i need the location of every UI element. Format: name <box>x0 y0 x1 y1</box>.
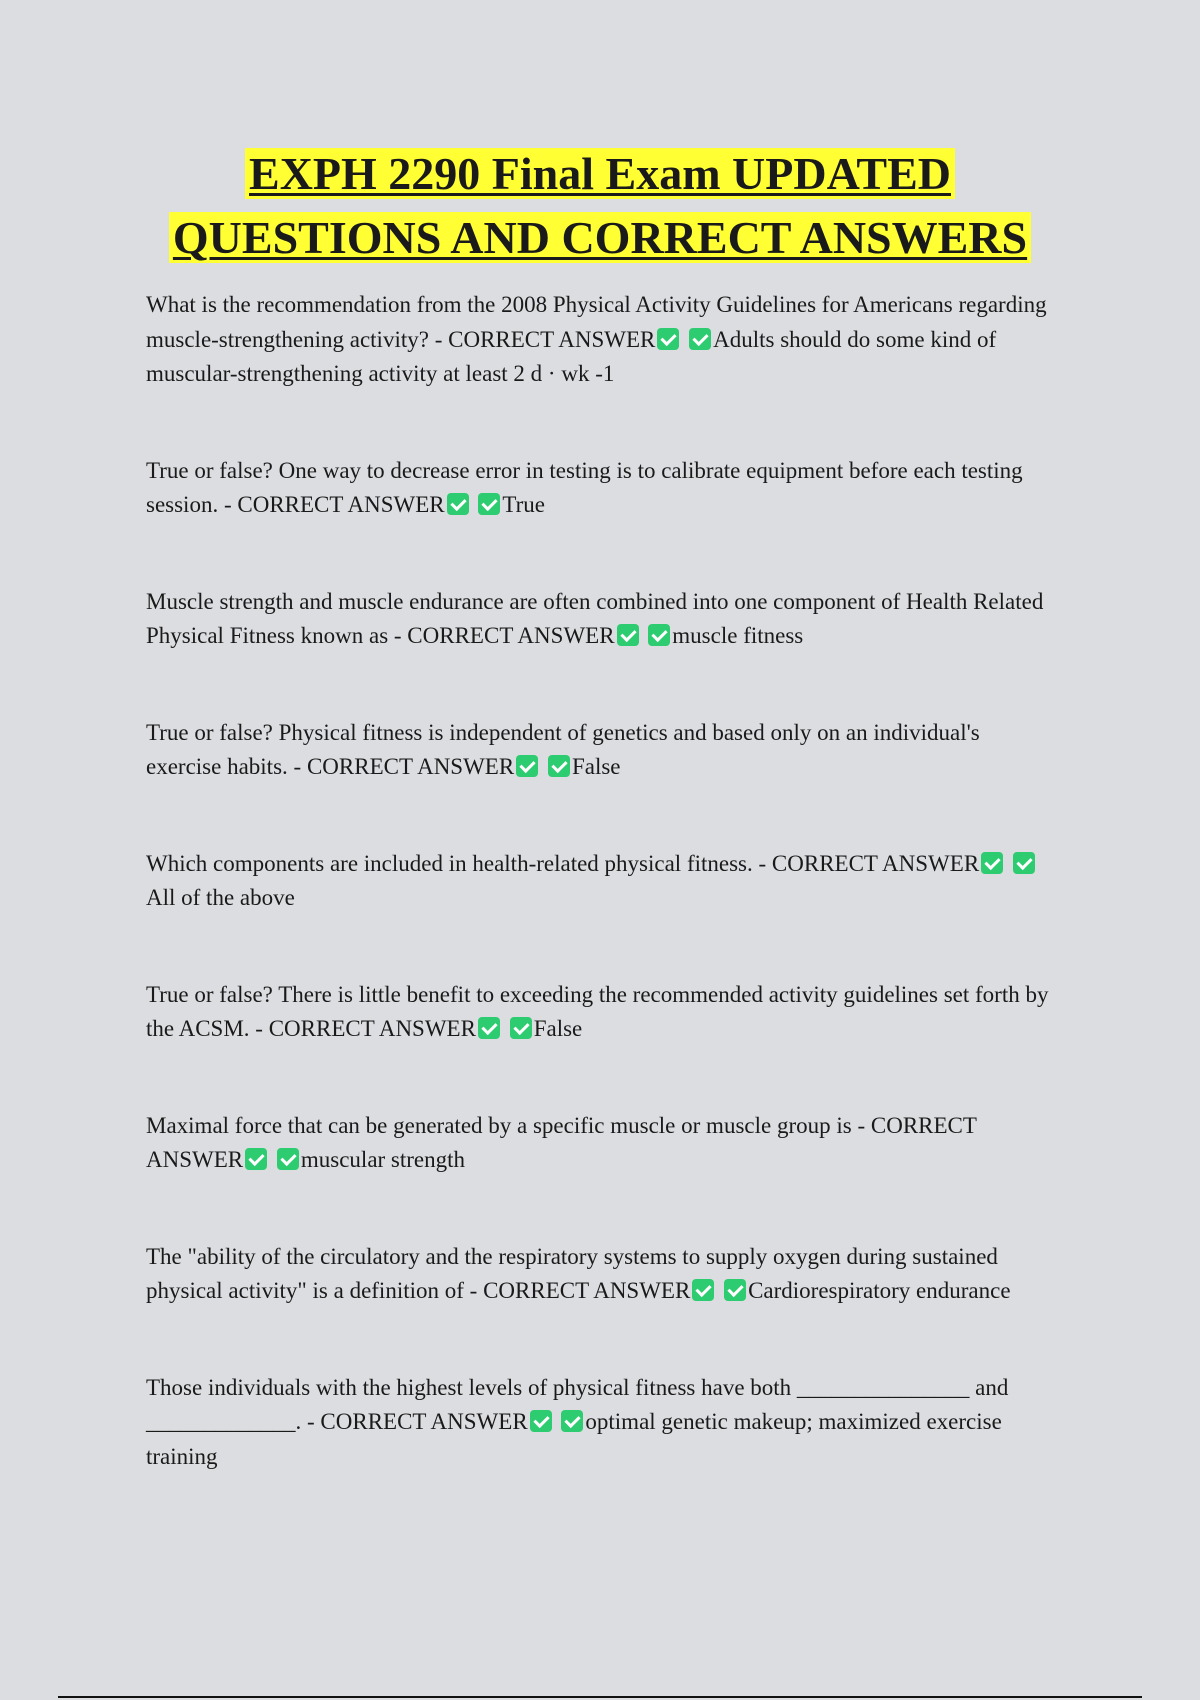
title-line-1: EXPH 2290 Final Exam UPDATED <box>245 148 955 199</box>
answer-text: Cardiorespiratory endurance <box>748 1278 1011 1303</box>
green-checkmark-icon <box>478 493 500 515</box>
green-checkmark-icon <box>478 1017 500 1039</box>
document-title <box>140 142 1060 270</box>
green-checkmark-icon <box>692 1279 714 1301</box>
answer-text: muscle fitness <box>672 623 804 648</box>
green-checkmark-icon <box>617 624 639 646</box>
answer-marker: - CORRECT ANSWER <box>307 1409 528 1434</box>
green-checkmark-icon <box>245 1148 267 1170</box>
green-checkmark-icon <box>530 1410 552 1432</box>
answer-marker: - CORRECT ANSWER <box>434 326 656 352</box>
qa-item <box>146 847 1056 916</box>
green-checkmark-icon <box>510 1017 532 1039</box>
qa-item <box>146 1109 1056 1178</box>
answer-marker: - CORRECT ANSWER <box>293 754 515 779</box>
green-checkmark-icon <box>648 624 670 646</box>
answer-marker: - CORRECT ANSWER <box>469 1278 691 1303</box>
question-text: Maximal force that can be generated by a specific muscle or muscle group is <box>146 1112 852 1138</box>
qa-item <box>146 716 1056 785</box>
answer-marker: - CORRECT ANSWER <box>255 1016 476 1041</box>
qa-item <box>146 454 1056 523</box>
bottom-divider <box>58 1696 1142 1698</box>
question-text: The "ability of the circulatory and the respiratory systems to supply oxygen during sustained physical activity" is a definition of <box>146 1243 998 1303</box>
green-checkmark-icon <box>277 1148 299 1170</box>
question-text: True or false? One way to decrease error in testing is to calibrate equipment before each testing session. <box>146 457 1023 517</box>
green-checkmark-icon <box>447 493 469 515</box>
title-line-2: QUESTIONS AND CORRECT ANSWERS <box>169 212 1031 263</box>
question-text: True or false? There is little benefit to exceeding the recommended activity guidelines set forth by the ACSM. <box>146 981 1049 1041</box>
answer-marker: - CORRECT ANSWER <box>223 492 445 517</box>
answer-marker: - CORRECT ANSWER <box>146 1112 977 1172</box>
question-text: True or false? Physical fitness is independent of genetics and based only on an individual's exercise habits. <box>146 719 980 779</box>
answer-text: False <box>571 754 621 779</box>
answer-text: All of the above <box>146 885 295 910</box>
answer-text: optimal genetic makeup; maximized exercise training <box>146 1409 1002 1469</box>
question-text: Which components are included in health-related physical fitness. <box>146 850 753 876</box>
answer-marker: - CORRECT ANSWER <box>393 623 615 648</box>
green-checkmark-icon <box>981 852 1003 874</box>
qa-item <box>146 1240 1056 1309</box>
qa-item <box>146 1371 1056 1475</box>
question-text: Muscle strength and muscle endurance are often combined into one component of Health Related Physical Fitness known as <box>146 588 1044 648</box>
green-checkmark-icon <box>561 1410 583 1432</box>
green-checkmark-icon <box>1013 852 1035 874</box>
qa-item <box>146 978 1056 1047</box>
qa-item <box>146 585 1056 654</box>
answer-text: False <box>533 1016 583 1041</box>
answer-text: Adults should do some kind of muscular-strengthening activity at least 2 d · wk -1 <box>146 326 997 386</box>
qa-item <box>146 288 1056 392</box>
question-text: Those individuals with the highest levels of physical fitness have both _______________ and _____________. <box>146 1374 1009 1434</box>
green-checkmark-icon <box>724 1279 746 1301</box>
green-checkmark-icon <box>689 328 711 350</box>
answer-text: muscular strength <box>300 1147 466 1172</box>
qa-list <box>146 288 1056 1474</box>
answer-text: True <box>502 492 545 517</box>
green-checkmark-icon <box>516 755 538 777</box>
green-checkmark-icon <box>548 755 570 777</box>
answer-marker: - CORRECT ANSWER <box>758 850 980 876</box>
green-checkmark-icon <box>657 328 679 350</box>
question-text: What is the recommendation from the 2008 Physical Activity Guidelines for Americans regarding muscle-strengthening activity? <box>146 292 1047 352</box>
